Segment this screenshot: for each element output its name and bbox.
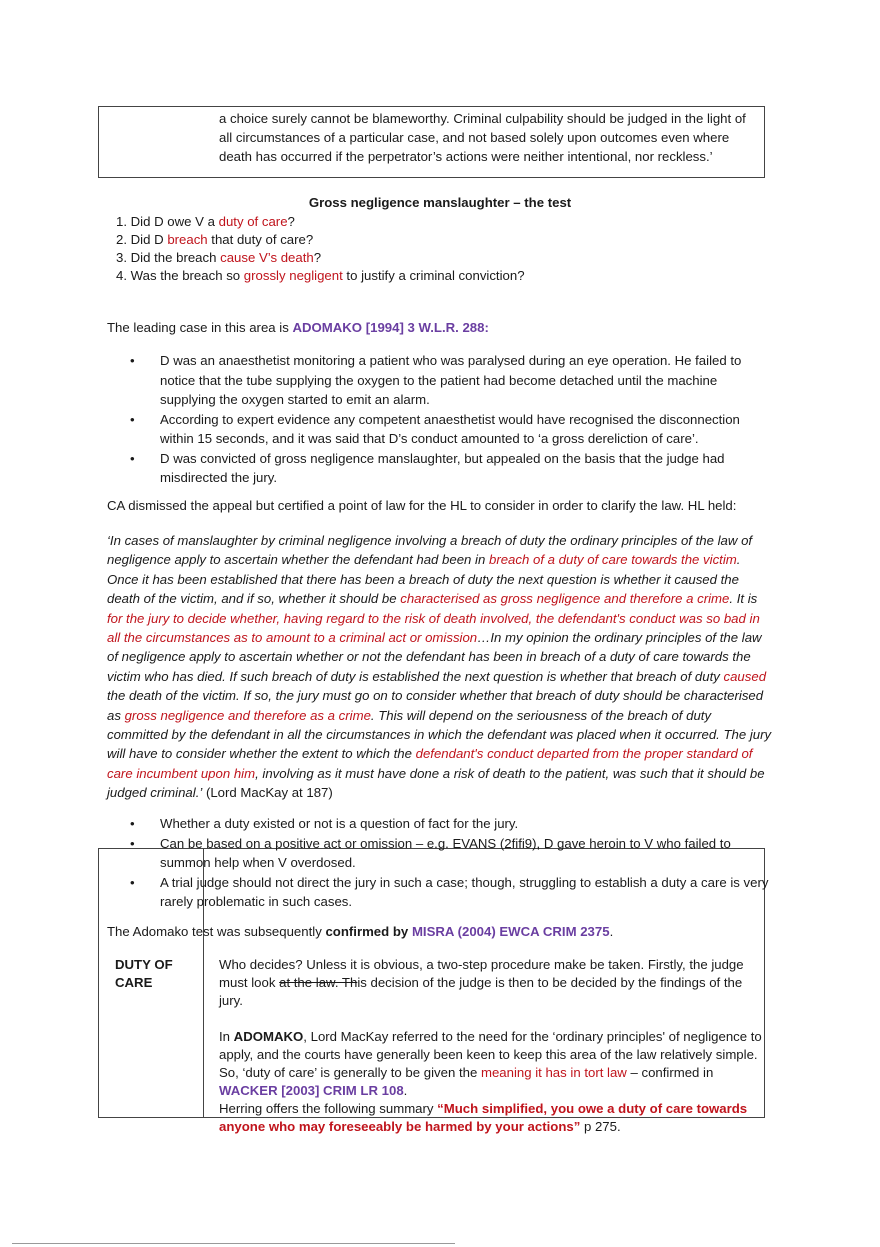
- duty-paragraph: Herring offers the following summary “Much simplified, you owe a duty of care towards anyone who may foreseeably be harmed by your actions” p 275.: [219, 1101, 748, 1134]
- duty-of-care-label: DUTY OF CARE: [115, 957, 173, 990]
- list-item: • Whether a duty existed or not is a question of fact for the jury.: [130, 816, 519, 831]
- test-item: 2. Did D breach that duty of care?: [116, 232, 314, 247]
- ca-paragraph: CA dismissed the appeal but certified a point of law for the HL to consider in order to clarify the law. HL held:: [107, 498, 737, 513]
- judgment-quote: ‘In cases of manslaughter by criminal negligence involving a breach of duty the ordinary principles of the law of negligence apply to ascertain whether the defendant had been in breach of a duty of care towards the victim. Once it has been established that there has been a breach of duty the next question is whether it caused the death of the victim, and if so, whether it should be characterised as gross negligence and therefore a crime. It is for the jury to decide whether, having regard to the risk of death involved, the defendant's conduct was so bad in all the circumstances as to amount to a criminal act or omission…In my opinion the ordinary principles of the law of negligence apply to ascertain whether or not the defendant has been in breach of a duty of care towards the victim who has died. If such breach of duty is established the next question is whether that breach of duty caused the death of the victim. If so, the jury must go on to consider whether that breach of duty should be characterised as gross negligence and therefore as a crime. This will depend on the seriousness of the breach of duty committed by the defendant in all the circumstances in which the defendant was placed when it occurred. The jury will have to consider whether the extent to which the defendant's conduct departed from the proper standard of care incumbent upon him, involving as it must have done a risk of death to the patient, was such that it should be judged criminal.’ (Lord MacKay at 187): [107, 533, 772, 801]
- footer-rule: [12, 1243, 455, 1244]
- confirmed-line: The Adomako test was subsequently confirmed by MISRA (2004) EWCA CRIM 2375.: [107, 924, 614, 939]
- duty-paragraph: Who decides? Unless it is obvious, a two-step procedure make be taken. Firstly, the judge must look at the law. This decision of the judge is then to be decided by the findings of the jury.: [219, 957, 744, 1008]
- facts-list: [130, 351, 770, 488]
- test-list: [116, 213, 796, 285]
- citation: (Lord MacKay at 187): [202, 785, 333, 801]
- list-item: • A trial judge should not direct the jury in such a case; though, struggling to establish a duty a care is very rarely problematic in such cases.: [130, 874, 769, 909]
- test-item: 4. Was the breach so grossly negligent to justify a criminal conviction?: [116, 268, 525, 283]
- case-name: WACKER [2003] CRIM LR 108: [219, 1083, 404, 1098]
- list-item: • Can be based on a positive act or omission – e.g. EVANS (2ﬁﬁ9), D gave heroin to V who failed to summon help when V overdosed.: [130, 835, 731, 870]
- list-item: • D was convicted of gross negligence manslaughter, but appealed on the basis that the judge had misdirected the jury.: [130, 450, 725, 485]
- leading-case-line: The leading case in this area is ADOMAKO [1994] 3 W.L.R. 288:: [107, 320, 489, 335]
- quote-text: a choice surely cannot be blameworthy. Criminal culpability should be judged in the light of all circumstances of a particular case, and not based solely upon outcomes even where death has occurred if the perpetrator’s actions were neither intentional, nor reckless.’: [219, 111, 746, 164]
- test-item: 1. Did D owe V a duty of care?: [116, 214, 295, 229]
- duty-notes-list: [130, 814, 770, 912]
- test-heading: Gross negligence manslaughter – the test: [308, 195, 572, 210]
- test-item: 3. Did the breach cause V’s death?: [116, 250, 322, 265]
- list-item: • D was an anaesthetist monitoring a patient who was paralysed during an eye operation. He failed to notice that the tube supplying the oxygen to the patient had become detached until the machine supplying the oxygen started to emit an alarm.: [130, 353, 742, 407]
- case-name: MISRA (2004) EWCA CRIM 2375: [411, 924, 610, 939]
- duty-paragraph: In ADOMAKO, Lord MacKay referred to the need for the ‘ordinary principles' of negligence to apply, and the courts have generally been keen to keep this area of the law relatively simple. So, ‘duty of care’ is generally to be given the meaning it has in tort law – confirmed in WACKER [2003] CRIM LR 108.: [219, 1029, 762, 1098]
- duty-of-care-content: [219, 956, 764, 1136]
- case-name: ADOMAKO [1994] 3 W.L.R. 288:: [292, 320, 489, 335]
- list-item: • According to expert evidence any competent anaesthetist would have recognised the disconnection within 15 seconds, and it was said that D’s conduct amounted to ‘a gross dereliction of care’.: [130, 411, 740, 446]
